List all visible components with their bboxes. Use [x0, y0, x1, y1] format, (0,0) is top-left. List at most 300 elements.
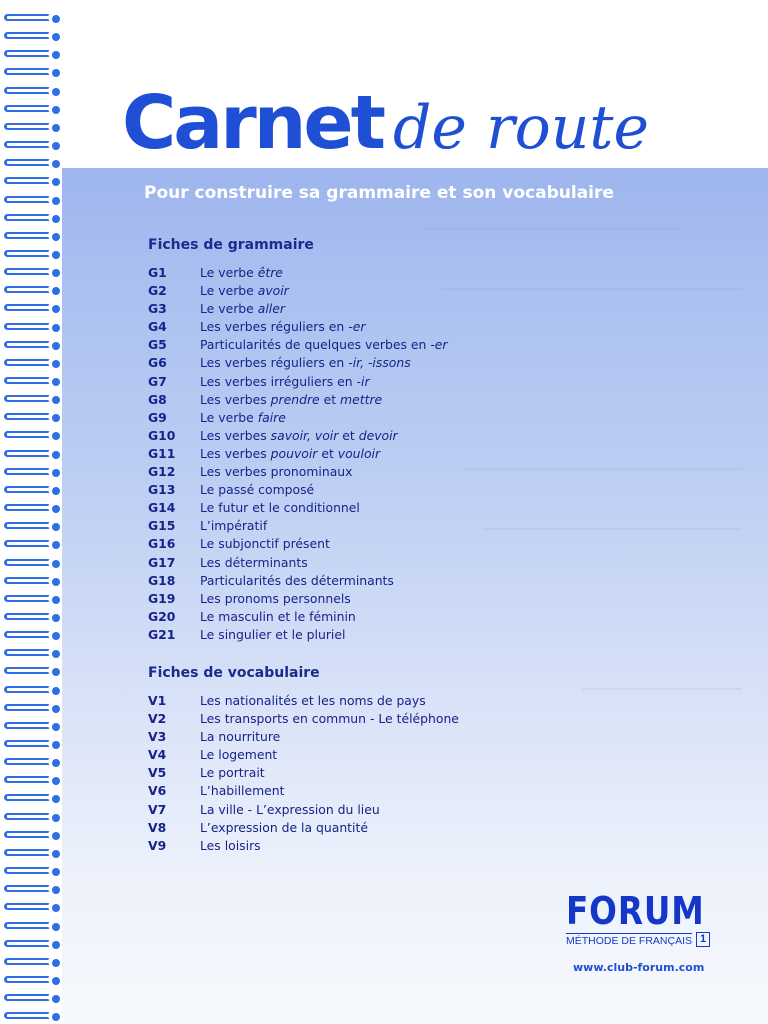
coil-ring: [4, 559, 50, 566]
item-title: [200, 627, 345, 642]
coil-ring: [4, 540, 50, 547]
item-code: G20: [148, 608, 176, 624]
item-title-plain: Les verbes: [200, 391, 271, 407]
item-code: G13: [148, 482, 176, 498]
coil-ring: [4, 32, 50, 39]
item-title-italic: avoir: [257, 283, 289, 299]
item-title-italic: -er: [430, 337, 448, 353]
spiral-coil: [4, 377, 56, 386]
spiral-coil: [4, 196, 56, 205]
coil-hole: [52, 233, 60, 241]
item-title-plain: Le masculin et le féminin: [200, 608, 356, 624]
coil-hole: [52, 505, 60, 513]
item-code: G15: [148, 518, 176, 534]
item-title: [200, 355, 411, 370]
spiral-coil: [4, 595, 56, 604]
item-title-italic: vouloir: [337, 445, 381, 461]
coil-hole: [52, 614, 60, 622]
coil-hole: [52, 251, 60, 259]
coil-ring: [4, 286, 50, 293]
coil-ring: [4, 595, 50, 602]
spiral-coil: [4, 976, 56, 985]
item-title: [200, 783, 285, 798]
coil-ring: [4, 976, 50, 983]
item-title-plain: Le passé composé: [200, 482, 315, 498]
item-title-italic: aller: [257, 301, 285, 317]
item-title-italic: faire: [257, 409, 286, 425]
item-title-plain: Le futur et le conditionnel: [200, 500, 360, 516]
coil-hole: [52, 596, 60, 604]
coil-ring: [4, 196, 50, 203]
item-title: [200, 265, 283, 280]
item-code: G16: [148, 536, 176, 552]
item-code: V9: [148, 837, 167, 853]
coil-hole: [52, 650, 60, 658]
coil-hole: [52, 814, 60, 822]
list-item: [148, 336, 448, 354]
coil-hole: [52, 124, 60, 132]
coil-ring: [4, 159, 50, 166]
item-code: G5: [148, 337, 167, 353]
logo-method-label: MÉTHODE DE FRANÇAIS: [566, 934, 693, 947]
coil-ring: [4, 504, 50, 511]
spiral-coil: [4, 903, 56, 912]
item-title: [200, 446, 380, 461]
item-title: [200, 428, 398, 443]
list-item: [148, 409, 448, 427]
item-title-plain: Le singulier et le pluriel: [200, 626, 346, 642]
coil-hole: [52, 69, 60, 77]
spiral-coil: [4, 994, 56, 1003]
list-item: [148, 481, 448, 499]
spiral-coil: [4, 686, 56, 695]
item-title: [200, 820, 368, 835]
vocabulary-list: [148, 692, 459, 855]
coil-hole: [52, 269, 60, 277]
coil-ring: [4, 922, 50, 929]
item-title: [200, 693, 426, 708]
list-item: [148, 499, 448, 517]
item-title: [200, 536, 330, 551]
spiral-coil: [4, 395, 56, 404]
list-item: [148, 590, 448, 608]
item-title: [200, 729, 280, 744]
list-item: [148, 819, 459, 837]
spiral-coil: [4, 123, 56, 132]
coil-hole: [52, 995, 60, 1003]
coil-ring: [4, 704, 50, 711]
spiral-coil: [4, 286, 56, 295]
coil-ring: [4, 885, 50, 892]
logo-subline: [566, 932, 726, 947]
item-title: [200, 518, 267, 533]
list-item: [148, 801, 459, 819]
coil-ring: [4, 740, 50, 747]
coil-ring: [4, 304, 50, 311]
coil-hole: [52, 378, 60, 386]
coil-ring: [4, 667, 50, 674]
item-code: V2: [148, 711, 167, 727]
item-title-plain: et: [338, 427, 359, 443]
spiral-coil: [4, 940, 56, 949]
page-title: [122, 80, 650, 166]
list-item: [148, 692, 459, 710]
coil-hole: [52, 850, 60, 858]
coil-hole: [52, 523, 60, 531]
item-code: G3: [148, 301, 167, 317]
coil-hole: [52, 668, 60, 676]
list-item: [148, 710, 459, 728]
coil-hole: [52, 324, 60, 332]
coil-ring: [4, 1012, 50, 1019]
spiral-coil: [4, 141, 56, 150]
coil-ring: [4, 377, 50, 384]
item-title-plain: Les verbes pronominaux: [200, 464, 353, 480]
coil-ring: [4, 50, 50, 57]
spiral-coil: [4, 758, 56, 767]
item-code: G9: [148, 409, 167, 425]
item-code: V8: [148, 819, 167, 835]
list-item: [148, 837, 459, 855]
coil-hole: [52, 88, 60, 96]
item-code: V7: [148, 801, 167, 817]
coil-hole: [52, 178, 60, 186]
coil-ring: [4, 613, 50, 620]
spiral-coil: [4, 177, 56, 186]
coil-hole: [52, 469, 60, 477]
coil-ring: [4, 105, 50, 112]
item-code: V4: [148, 747, 167, 763]
list-item: [148, 517, 448, 535]
item-title-italic: prendre: [270, 391, 320, 407]
coil-ring: [4, 631, 50, 638]
coil-hole: [52, 941, 60, 949]
coil-hole: [52, 1013, 60, 1021]
coil-ring: [4, 323, 50, 330]
coil-hole: [52, 215, 60, 223]
coil-ring: [4, 87, 50, 94]
spiral-coil: [4, 105, 56, 114]
coil-ring: [4, 123, 50, 130]
spiral-coil: [4, 577, 56, 586]
item-title-plain: Le verbe: [200, 301, 258, 317]
coil-ring: [4, 649, 50, 656]
spiral-coil: [4, 813, 56, 822]
coil-ring: [4, 831, 50, 838]
coil-hole: [52, 142, 60, 150]
spiral-coil: [4, 268, 56, 277]
coil-hole: [52, 305, 60, 313]
coil-ring: [4, 413, 50, 420]
spiral-coil: [4, 722, 56, 731]
item-title-plain: Les loisirs: [200, 837, 261, 853]
item-code: V1: [148, 693, 167, 708]
coil-ring: [4, 813, 50, 820]
list-item: [148, 572, 448, 590]
spiral-coil: [4, 540, 56, 549]
item-title: [200, 711, 459, 726]
list-item: [148, 264, 448, 282]
item-title-plain: L’impératif: [200, 518, 268, 534]
coil-hole: [52, 923, 60, 931]
item-title-plain: Les verbes: [200, 427, 271, 443]
coil-hole: [52, 578, 60, 586]
item-code: V6: [148, 783, 167, 799]
coil-ring: [4, 522, 50, 529]
item-title-italic: pouvoir: [270, 445, 318, 461]
list-item: [148, 463, 448, 481]
spiral-coil: [4, 159, 56, 168]
coil-hole: [52, 360, 60, 368]
spiral-coil: [4, 486, 56, 495]
item-title-plain: Le verbe: [200, 265, 258, 280]
coil-hole: [52, 795, 60, 803]
item-title-plain: Particularités de quelques verbes en: [200, 337, 431, 353]
coil-ring: [4, 849, 50, 856]
coil-hole: [52, 759, 60, 767]
item-title-italic: -er: [348, 319, 366, 335]
coil-ring: [4, 214, 50, 221]
item-title-italic: -ir, -issons: [348, 355, 411, 371]
item-title-plain: Le logement: [200, 747, 278, 763]
coil-hole: [52, 33, 60, 41]
coil-hole: [52, 414, 60, 422]
coil-ring: [4, 431, 50, 438]
coil-ring: [4, 359, 50, 366]
coil-ring: [4, 177, 50, 184]
item-title-plain: Les pronoms personnels: [200, 590, 351, 606]
coil-ring: [4, 903, 50, 910]
spiral-coil: [4, 359, 56, 368]
coil-ring: [4, 758, 50, 765]
subtitle: Pour construire sa grammaire et son vocabulaire: [144, 183, 614, 203]
spiral-coil: [4, 214, 56, 223]
coil-hole: [52, 705, 60, 713]
item-title-plain: La nourriture: [200, 729, 281, 745]
item-code: G1: [148, 265, 167, 280]
spiral-coil: [4, 87, 56, 96]
list-item: [148, 445, 448, 463]
spiral-coil: [4, 740, 56, 749]
list-item: [148, 608, 448, 626]
list-item: [148, 626, 448, 644]
coil-hole: [52, 723, 60, 731]
spiral-coil: [4, 304, 56, 313]
coil-ring: [4, 268, 50, 275]
forum-logo: [566, 889, 726, 947]
item-title-plain: Le verbe: [200, 409, 258, 425]
list-item: [148, 300, 448, 318]
logo-volume-number: 1: [696, 932, 710, 947]
spiral-coil: [4, 867, 56, 876]
item-title: [200, 283, 289, 298]
item-title-plain: Les verbes: [200, 445, 271, 461]
spiral-coil: [4, 468, 56, 477]
list-item: [148, 728, 459, 746]
spiral-coil: [4, 849, 56, 858]
coil-hole: [52, 451, 60, 459]
coil-hole: [52, 560, 60, 568]
item-title: [200, 802, 380, 817]
spiral-coil: [4, 704, 56, 713]
item-title: [200, 573, 394, 588]
coil-ring: [4, 341, 50, 348]
item-title-plain: La ville - L’expression du lieu: [200, 801, 380, 817]
item-code: G10: [148, 427, 176, 443]
item-code: G4: [148, 319, 167, 335]
spiral-coil: [4, 885, 56, 894]
item-title: [200, 482, 314, 497]
item-title-plain: L’expression de la quantité: [200, 819, 368, 835]
item-code: G17: [148, 554, 176, 570]
spiral-coil: [4, 250, 56, 259]
coil-hole: [52, 106, 60, 114]
coil-ring: [4, 68, 50, 75]
list-item: [148, 318, 448, 336]
item-title: [200, 555, 308, 570]
item-title: [200, 319, 365, 334]
item-title: [200, 591, 351, 606]
item-title-plain: Les nationalités et les noms de pays: [200, 693, 426, 708]
coil-hole: [52, 342, 60, 350]
coil-ring: [4, 686, 50, 693]
coil-hole: [52, 160, 60, 168]
spiral-coil: [4, 341, 56, 350]
item-title: [200, 301, 285, 316]
logo-word: FORUM: [566, 889, 705, 933]
coil-ring: [4, 940, 50, 947]
item-code: G14: [148, 500, 176, 516]
spiral-coil: [4, 922, 56, 931]
list-item: [148, 427, 448, 445]
coil-hole: [52, 741, 60, 749]
coil-hole: [52, 432, 60, 440]
coil-hole: [52, 868, 60, 876]
coil-hole: [52, 977, 60, 985]
spiral-coil: [4, 431, 56, 440]
item-title-plain: Les transports en commun - Le téléphone: [200, 711, 459, 727]
coil-hole: [52, 197, 60, 205]
item-title: [200, 747, 277, 762]
spiral-coil: [4, 504, 56, 513]
item-title-italic: devoir: [358, 427, 398, 443]
spiral-coil: [4, 50, 56, 59]
spiral-coil: [4, 559, 56, 568]
list-item: [148, 373, 448, 391]
item-title: [200, 765, 265, 780]
item-code: G8: [148, 391, 167, 407]
coil-hole: [52, 487, 60, 495]
coil-ring: [4, 486, 50, 493]
item-code: V5: [148, 765, 167, 781]
spiral-coil: [4, 413, 56, 422]
vocabulary-section-heading: Fiches de vocabulaire: [148, 665, 320, 681]
coil-hole: [52, 832, 60, 840]
item-title-plain: Les verbes irréguliers en: [200, 373, 357, 389]
spiral-coil: [4, 1012, 56, 1021]
item-code: G7: [148, 373, 167, 389]
item-code: G11: [148, 445, 176, 461]
list-item: [148, 391, 448, 409]
item-title: [200, 337, 448, 352]
item-title-plain: Les déterminants: [200, 554, 308, 570]
item-title: [200, 838, 261, 853]
coil-ring: [4, 776, 50, 783]
item-title-plain: Particularités des déterminants: [200, 572, 394, 588]
item-title-plain: L’habillement: [200, 783, 285, 799]
item-title-plain: et: [319, 391, 341, 407]
item-title: [200, 392, 382, 407]
item-title-plain: Les verbes réguliers en: [200, 355, 349, 371]
spiral-coil: [4, 776, 56, 785]
item-code: G2: [148, 283, 167, 299]
spiral-coil: [4, 958, 56, 967]
item-title-italic: savoir, voir: [270, 427, 339, 443]
grammar-section-heading: Fiches de grammaire: [148, 237, 314, 253]
coil-ring: [4, 450, 50, 457]
coil-ring: [4, 468, 50, 475]
item-title-italic: -ir: [356, 373, 370, 389]
coil-hole: [52, 396, 60, 404]
spiral-coil: [4, 323, 56, 332]
spiral-coil: [4, 631, 56, 640]
coil-hole: [52, 287, 60, 295]
title-script-words: de route: [392, 93, 650, 163]
coil-hole: [52, 886, 60, 894]
coil-ring: [4, 232, 50, 239]
item-title: [200, 500, 360, 515]
coil-hole: [52, 541, 60, 549]
coil-hole: [52, 632, 60, 640]
item-code: G21: [148, 626, 176, 642]
item-title-plain: Le verbe: [200, 283, 258, 299]
spiral-coil: [4, 450, 56, 459]
spiral-coil: [4, 14, 56, 23]
item-code: G18: [148, 572, 176, 588]
spiral-coil: [4, 68, 56, 77]
title-main-word: Carnet: [122, 80, 383, 166]
coil-hole: [52, 777, 60, 785]
spiral-coil: [4, 232, 56, 241]
coil-ring: [4, 867, 50, 874]
list-item: [148, 535, 448, 553]
item-code: G12: [148, 464, 176, 480]
list-item: [148, 746, 459, 764]
coil-hole: [52, 51, 60, 59]
website-link[interactable]: www.club-forum.com: [573, 961, 705, 974]
item-title-plain: Le subjonctif présent: [200, 536, 330, 552]
spiral-coil: [4, 613, 56, 622]
item-code: G6: [148, 355, 167, 371]
spiral-coil: [4, 32, 56, 41]
item-title-plain: et: [317, 445, 338, 461]
spiral-coil: [4, 649, 56, 658]
coil-ring: [4, 958, 50, 965]
item-title: [200, 374, 370, 389]
coil-hole: [52, 15, 60, 23]
coil-hole: [52, 904, 60, 912]
spiral-coil: [4, 794, 56, 803]
spiral-coil: [4, 522, 56, 531]
coil-ring: [4, 14, 50, 21]
item-title: [200, 464, 352, 479]
item-code: V3: [148, 729, 167, 745]
grammar-list: [148, 264, 448, 644]
item-title-plain: Les verbes réguliers en: [200, 319, 349, 335]
coil-ring: [4, 141, 50, 148]
coil-ring: [4, 994, 50, 1001]
coil-ring: [4, 577, 50, 584]
